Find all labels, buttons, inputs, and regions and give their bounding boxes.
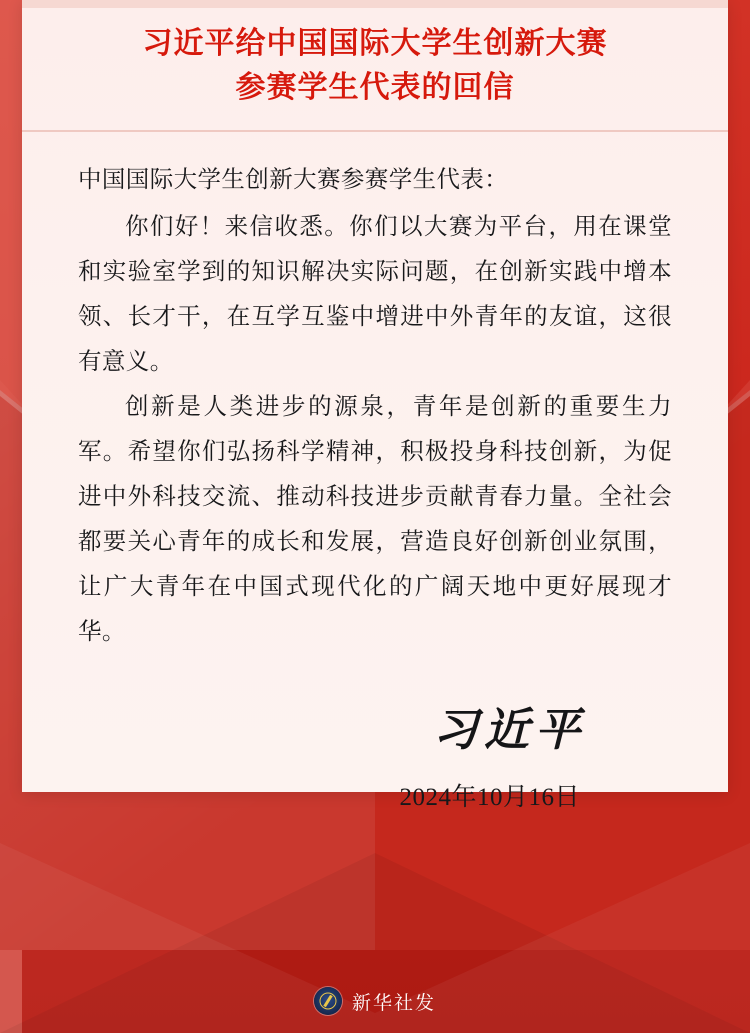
- xinhua-emblem-icon: [314, 987, 342, 1015]
- letter-body: [22, 132, 728, 820]
- signature-block: [78, 703, 672, 761]
- letter-paragraph-2: 创新是人类进步的源泉，青年是创新的重要生力军。希望你们弘扬科学精神，积极投身科技创新，为促进中外科技交流、推动科技进步贡献青春力量。全社会都要关心青年的成长和发展，营造良好创新创业氛围，让广大青年在中国式现代化的广阔天地中更好展现才华。: [78, 394, 672, 645]
- footer-credit-text: 新华社发: [351, 992, 436, 1014]
- title-line-2: 参赛学生代表的回信: [235, 71, 515, 104]
- letter-salutation: 中国国际大学生创新大赛参赛学生代表：: [78, 167, 509, 193]
- card-top-accent: [22, 0, 728, 8]
- letter-paragraph-1: 你们好！来信收悉。你们以大赛为平台，用在课堂和实验室学到的知识解决实际问题，在创新实践中增本领、长才干，在互学互鉴中增进中外青年的友谊，这很有意义。: [78, 214, 672, 375]
- letter-card: [22, 0, 728, 811]
- title-line-1: 习近平给中国国际大学生创新大赛: [142, 27, 608, 60]
- signature-name: 习近平: [432, 703, 586, 756]
- footer-credit: [0, 987, 750, 1015]
- signature-date: 2024年10月16日: [399, 784, 580, 811]
- poster-title: [22, 0, 728, 126]
